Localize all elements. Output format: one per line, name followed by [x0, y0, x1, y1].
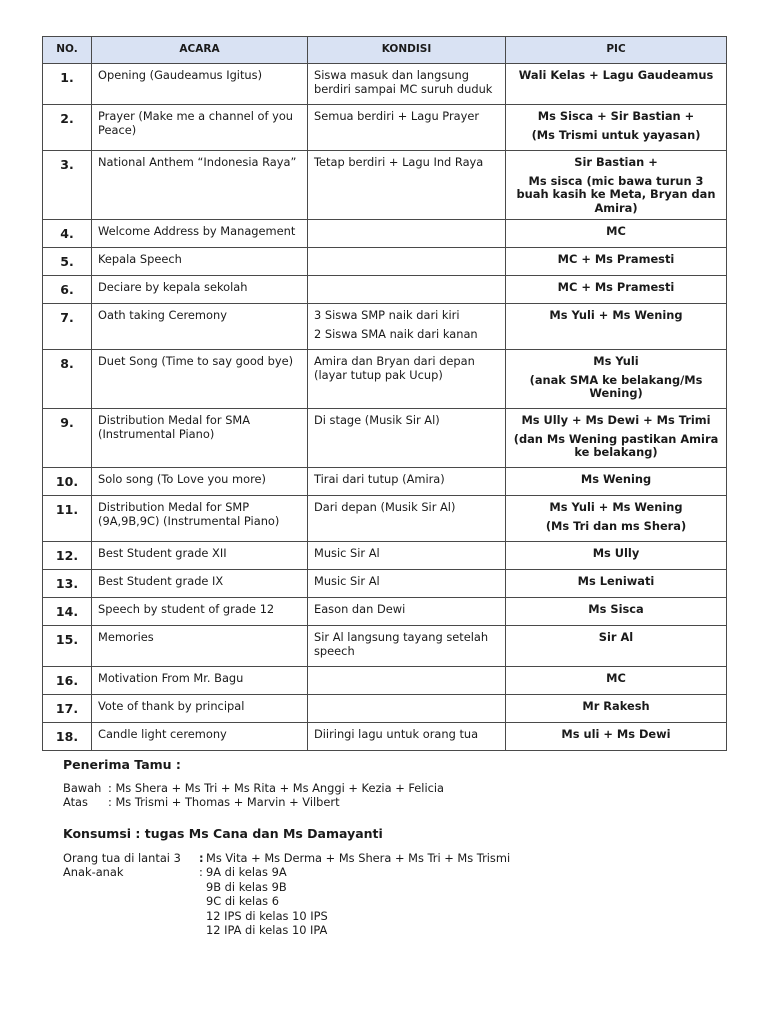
penerima-atas-line	[63, 795, 444, 810]
cell-acara-text: Welcome Address by Management	[98, 224, 296, 238]
cell-acara-text: Opening (Gaudeamus Igitus)	[98, 68, 263, 82]
table-row	[43, 496, 727, 542]
cell-no-text: 11.	[55, 502, 79, 517]
header-no: NO.	[43, 37, 92, 64]
header-row	[43, 37, 727, 64]
cell-pic-second-line: (dan Ms Wening pastikan Amira ke belakang)	[513, 431, 719, 459]
cell-no	[43, 570, 92, 598]
cell-no	[43, 496, 92, 542]
cell-acara-text: Speech by student of grade 12	[98, 602, 275, 616]
cell-no-text: 8.	[60, 356, 74, 371]
table-row	[43, 409, 727, 468]
cell-no-text: 7.	[60, 310, 74, 325]
cell-pic-text: Ms Ully	[592, 546, 640, 560]
table-row	[43, 64, 727, 105]
cell-pic	[506, 64, 727, 105]
cell-acara-text: Distribution Medal for SMP (9A,9B,9C) (Instrumental Piano)	[98, 500, 280, 528]
table-row	[43, 598, 727, 626]
ortu-value: Ms Vita + Ms Derma + Ms Shera + Ms Tri + Ms Trismi	[206, 850, 511, 865]
cell-pic	[506, 304, 727, 350]
cell-kondisi	[308, 248, 506, 276]
cell-acara-text: Best Student grade XII	[98, 546, 227, 560]
cell-pic-text: MC + Ms Pramesti	[557, 280, 675, 294]
table-row	[43, 667, 727, 695]
cell-pic-text: Ms Wening	[580, 472, 652, 486]
header-pic: PIC	[506, 37, 727, 64]
cell-no	[43, 542, 92, 570]
cell-pic-text: Ms Sisca + Sir Bastian +	[537, 109, 695, 123]
cell-kondisi-text: Amira dan Bryan dari depan (layar tutup pak Ucup)	[314, 354, 475, 382]
atas-label: Atas	[63, 795, 88, 809]
cell-no	[43, 64, 92, 105]
table-row	[43, 350, 727, 409]
cell-acara	[92, 350, 308, 409]
cell-acara-text: Kepala Speech	[98, 252, 182, 266]
cell-no-text: 5.	[60, 254, 74, 269]
cell-acara	[92, 105, 308, 151]
cell-pic-text: Sir Al	[598, 630, 634, 644]
cell-no-text: 14.	[55, 604, 79, 619]
table-row	[43, 695, 727, 723]
cell-kondisi-text: Di stage (Musik Sir Al)	[314, 413, 440, 427]
cell-pic-text: MC + Ms Pramesti	[557, 252, 675, 266]
table-row	[43, 468, 727, 496]
cell-kondisi	[308, 151, 506, 220]
cell-kondisi	[308, 570, 506, 598]
cell-pic	[506, 105, 727, 151]
cell-acara-text: National Anthem “Indonesia Raya”	[98, 155, 297, 169]
cell-acara	[92, 626, 308, 667]
cell-acara	[92, 64, 308, 105]
penerima-title: Penerima Tamu :	[63, 757, 181, 772]
cell-pic-text: Wali Kelas + Lagu Gaudeamus	[518, 68, 714, 82]
cell-pic	[506, 468, 727, 496]
cell-no-text: 1.	[60, 70, 74, 85]
header-kondisi: KONDISI	[308, 37, 506, 64]
table-row	[43, 276, 727, 304]
cell-no	[43, 220, 92, 248]
cell-acara	[92, 248, 308, 276]
cell-no-text: 2.	[60, 111, 74, 126]
cell-acara	[92, 220, 308, 248]
konsumsi-title: Konsumsi : tugas Ms Cana dan Ms Damayanti	[63, 826, 383, 841]
cell-acara	[92, 570, 308, 598]
cell-acara	[92, 468, 308, 496]
cell-kondisi	[308, 304, 506, 350]
cell-acara-text: Motivation From Mr. Bagu	[98, 671, 244, 685]
cell-no	[43, 667, 92, 695]
cell-kondisi	[308, 468, 506, 496]
cell-no	[43, 626, 92, 667]
cell-pic-text: MC	[606, 671, 626, 685]
cell-acara	[92, 409, 308, 468]
cell-kondisi	[308, 496, 506, 542]
table-row	[43, 626, 727, 667]
cell-kondisi-second-line: 2 Siswa SMA naik dari kanan	[314, 326, 478, 341]
table-row	[43, 304, 727, 350]
cell-kondisi-text: Diiringi lagu untuk orang tua	[314, 727, 479, 741]
cell-no-text: 17.	[55, 701, 79, 716]
cell-pic-second-line: Ms sisca (mic bawa turun 3 buah kasih ke Meta, Bryan dan Amira)	[516, 173, 716, 215]
cell-kondisi-text: Sir Al langsung tayang setelah speech	[314, 630, 489, 658]
anak-item: 12 IPS di kelas 10 IPS	[206, 908, 328, 923]
cell-no-text: 10.	[55, 474, 79, 489]
cell-pic	[506, 496, 727, 542]
anak-colon: :	[199, 865, 203, 879]
cell-pic-text: MC	[606, 224, 626, 238]
cell-no-text: 18.	[55, 729, 79, 744]
cell-acara-text: Best Student grade IX	[98, 574, 224, 588]
cell-pic-second-line: (Ms Trismi untuk yayasan)	[531, 127, 701, 142]
cell-pic	[506, 667, 727, 695]
table-row	[43, 248, 727, 276]
cell-kondisi	[308, 723, 506, 751]
cell-pic-text: Ms Ully + Ms Dewi + Ms Trimi	[521, 413, 711, 427]
konsumsi-anak-line	[63, 865, 510, 938]
cell-pic-text: Ms Yuli	[593, 354, 639, 368]
cell-no	[43, 276, 92, 304]
cell-pic-text: Sir Bastian +	[574, 155, 658, 169]
cell-pic	[506, 248, 727, 276]
cell-acara-text: Candle light ceremony	[98, 727, 227, 741]
cell-kondisi-text: Dari depan (Musik Sir Al)	[314, 500, 456, 514]
cell-kondisi-text: Eason dan Dewi	[314, 602, 406, 616]
cell-acara-text: Prayer (Make me a channel of you Peace)	[98, 109, 294, 137]
table-row	[43, 220, 727, 248]
penerima-bawah-line	[63, 781, 444, 796]
cell-acara-text: Solo song (To Love you more)	[98, 472, 266, 486]
cell-no	[43, 151, 92, 220]
cell-acara-text: Oath taking Ceremony	[98, 308, 227, 322]
header-acara: ACARA	[92, 37, 308, 64]
cell-no-text: 15.	[55, 632, 79, 647]
cell-acara	[92, 667, 308, 695]
cell-kondisi-text: Music Sir Al	[314, 574, 380, 588]
cell-pic	[506, 350, 727, 409]
table-row	[43, 105, 727, 151]
cell-kondisi-text: Music Sir Al	[314, 546, 380, 560]
cell-pic	[506, 723, 727, 751]
cell-no	[43, 304, 92, 350]
bawah-label: Bawah	[63, 780, 102, 795]
cell-pic	[506, 695, 727, 723]
cell-acara	[92, 151, 308, 220]
cell-pic-second-line: (Ms Tri dan ms Shera)	[545, 518, 687, 533]
cell-no	[43, 468, 92, 496]
atas-value: : Ms Trismi + Thomas + Marvin + Vilbert	[108, 795, 340, 809]
cell-pic	[506, 598, 727, 626]
cell-acara	[92, 695, 308, 723]
cell-pic	[506, 542, 727, 570]
penerima-tamu-section	[63, 758, 444, 810]
anak-item: 12 IPA di kelas 10 IPA	[206, 923, 328, 937]
konsumsi-ortu-line	[63, 851, 510, 866]
cell-kondisi	[308, 276, 506, 304]
cell-pic-second-line: (anak SMA ke belakang/Ms Wening)	[529, 372, 703, 400]
cell-acara	[92, 598, 308, 626]
cell-pic-text: Ms Sisca	[588, 602, 644, 616]
cell-kondisi-text: Siswa masuk dan langsung berdiri sampai MC suruh duduk	[314, 68, 493, 96]
cell-acara	[92, 723, 308, 751]
cell-kondisi	[308, 409, 506, 468]
cell-no-text: 3.	[60, 157, 74, 172]
cell-kondisi	[308, 350, 506, 409]
cell-pic	[506, 220, 727, 248]
cell-pic	[506, 151, 727, 220]
cell-acara-text: Deciare by kepala sekolah	[98, 280, 248, 294]
cell-no	[43, 723, 92, 751]
cell-no-text: 4.	[60, 226, 74, 241]
cell-no	[43, 409, 92, 468]
cell-acara	[92, 276, 308, 304]
cell-no	[43, 350, 92, 409]
cell-kondisi	[308, 667, 506, 695]
cell-pic	[506, 276, 727, 304]
cell-pic-text: Mr Rakesh	[582, 699, 650, 713]
cell-no	[43, 248, 92, 276]
cell-pic	[506, 626, 727, 667]
bawah-value: : Ms Shera + Ms Tri + Ms Rita + Ms Anggi + Kezia + Felicia	[108, 780, 445, 795]
cell-no-text: 16.	[55, 673, 79, 688]
anak-item: 9B di kelas 9B	[206, 879, 287, 894]
cell-pic	[506, 409, 727, 468]
cell-kondisi-text: Tetap berdiri + Lagu Ind Raya	[314, 155, 484, 169]
cell-kondisi-text: 3 Siswa SMP naik dari kiri	[314, 308, 460, 322]
schedule-table	[42, 36, 727, 751]
cell-kondisi	[308, 626, 506, 667]
cell-pic-text: Ms Yuli + Ms Wening	[549, 308, 683, 322]
table-row	[43, 570, 727, 598]
cell-pic-text: Ms Leniwati	[577, 574, 655, 588]
cell-no-text: 9.	[60, 415, 74, 430]
cell-pic-text: Ms uli + Ms Dewi	[561, 727, 671, 741]
cell-no-text: 12.	[55, 548, 79, 563]
konsumsi-section	[63, 827, 510, 938]
cell-pic-text: Ms Yuli + Ms Wening	[549, 500, 683, 514]
cell-kondisi	[308, 105, 506, 151]
cell-kondisi	[308, 695, 506, 723]
cell-kondisi	[308, 542, 506, 570]
anak-list	[206, 865, 328, 938]
cell-acara	[92, 542, 308, 570]
cell-pic	[506, 570, 727, 598]
anak-label: Anak-anak	[63, 865, 124, 879]
anak-item: 9C di kelas 6	[206, 894, 279, 908]
cell-kondisi-text: Tirai dari tutup (Amira)	[314, 472, 445, 486]
cell-acara-text: Vote of thank by principal	[98, 699, 245, 713]
cell-kondisi	[308, 64, 506, 105]
cell-kondisi	[308, 598, 506, 626]
table-row	[43, 151, 727, 220]
ortu-colon: :	[199, 850, 204, 865]
cell-kondisi	[308, 220, 506, 248]
cell-no	[43, 105, 92, 151]
cell-acara	[92, 304, 308, 350]
cell-acara-text: Distribution Medal for SMA (Instrumental Piano)	[98, 413, 251, 441]
cell-no	[43, 598, 92, 626]
table-row	[43, 723, 727, 751]
ortu-label: Orang tua di lantai 3	[63, 850, 181, 865]
cell-acara-text: Memories	[98, 630, 154, 644]
cell-no-text: 13.	[55, 576, 79, 591]
cell-acara-text: Duet Song (Time to say good bye)	[98, 354, 294, 368]
cell-kondisi-text: Semua berdiri + Lagu Prayer	[314, 109, 480, 123]
cell-acara	[92, 496, 308, 542]
cell-no	[43, 695, 92, 723]
anak-item: 9A di kelas 9A	[206, 865, 287, 879]
table-row	[43, 542, 727, 570]
cell-no-text: 6.	[60, 282, 74, 297]
